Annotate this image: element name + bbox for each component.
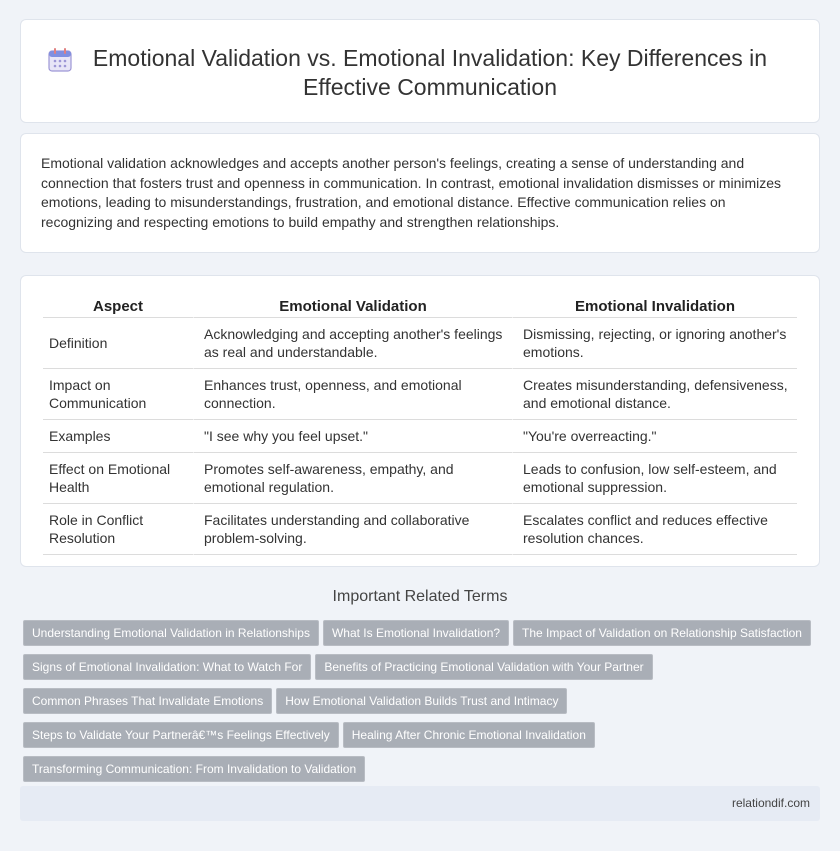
row-validation: Acknowledging and accepting another's feelings as real and understandable. [193,318,512,369]
related-terms-heading: Important Related Terms [332,588,508,605]
table-row [43,504,797,555]
row-invalidation: Dismissing, rejecting, or ignoring another's emotions. [512,318,797,369]
header-card [20,19,820,123]
related-term-link[interactable]: Benefits of Practicing Emotional Validation with Your Partner [315,654,652,680]
footer-site-link[interactable]: relationdif.com [731,796,810,810]
related-term-link[interactable]: What Is Emotional Invalidation? [323,620,509,646]
comparison-table [43,294,797,555]
row-aspect: Role in Conflict Resolution [43,504,193,555]
table-row [43,318,797,369]
table-row [43,369,797,420]
row-validation: Facilitates understanding and collaborative problem-solving. [193,504,512,555]
row-invalidation: "You're overreacting." [512,420,797,453]
row-invalidation: Creates misunderstanding, defensiveness, and emotional distance. [512,369,797,420]
page-title: Emotional Validation vs. Emotional Invalidation: Key Differences in Effective Communication [92,45,768,100]
row-invalidation: Escalates conflict and reduces effective resolution chances. [512,504,797,555]
intro-paragraph: Emotional validation acknowledges and accepts another person's feelings, creating a sense of understanding and connection that fosters trust and openness in communication. In contrast, emotional invalidation dismisses or minimizes emotions, leading to misunderstandings, frustration, and emotional distance. Effective communication relies on recognizing and respecting emotions to build empathy and strengthen relationships. [41,155,782,230]
footer-bar [20,786,820,821]
table-row [43,420,797,453]
row-aspect: Impact on Communication [43,369,193,420]
related-terms-list [23,620,823,790]
related-term-link[interactable]: Understanding Emotional Validation in Relationships [23,620,319,646]
related-term-link[interactable]: Steps to Validate Your Partnerâ€™s Feelings Effectively [23,722,339,748]
related-term-link[interactable]: Common Phrases That Invalidate Emotions [23,688,272,714]
row-validation: Enhances trust, openness, and emotional connection. [193,369,512,420]
row-validation: "I see why you feel upset." [193,420,512,453]
column-header-invalidation: Emotional Invalidation [512,294,797,318]
row-aspect: Definition [43,318,193,369]
related-term-link[interactable]: How Emotional Validation Builds Trust and Intimacy [276,688,567,714]
related-term-link[interactable]: Healing After Chronic Emotional Invalidation [343,722,595,748]
related-term-link[interactable]: Signs of Emotional Invalidation: What to Watch For [23,654,311,680]
column-header-validation: Emotional Validation [193,294,512,318]
row-aspect: Effect on Emotional Health [43,453,193,504]
column-header-aspect: Aspect [43,294,193,318]
table-row [43,453,797,504]
comparison-table-card [20,275,820,567]
row-invalidation: Leads to confusion, low self-esteem, and emotional suppression. [512,453,797,504]
related-term-link[interactable]: Transforming Communication: From Invalidation to Validation [23,756,365,782]
related-term-link[interactable]: The Impact of Validation on Relationship Satisfaction [513,620,811,646]
intro-card [20,133,820,253]
row-validation: Promotes self-awareness, empathy, and emotional regulation. [193,453,512,504]
row-aspect: Examples [43,420,193,453]
table-header-row [43,294,797,318]
